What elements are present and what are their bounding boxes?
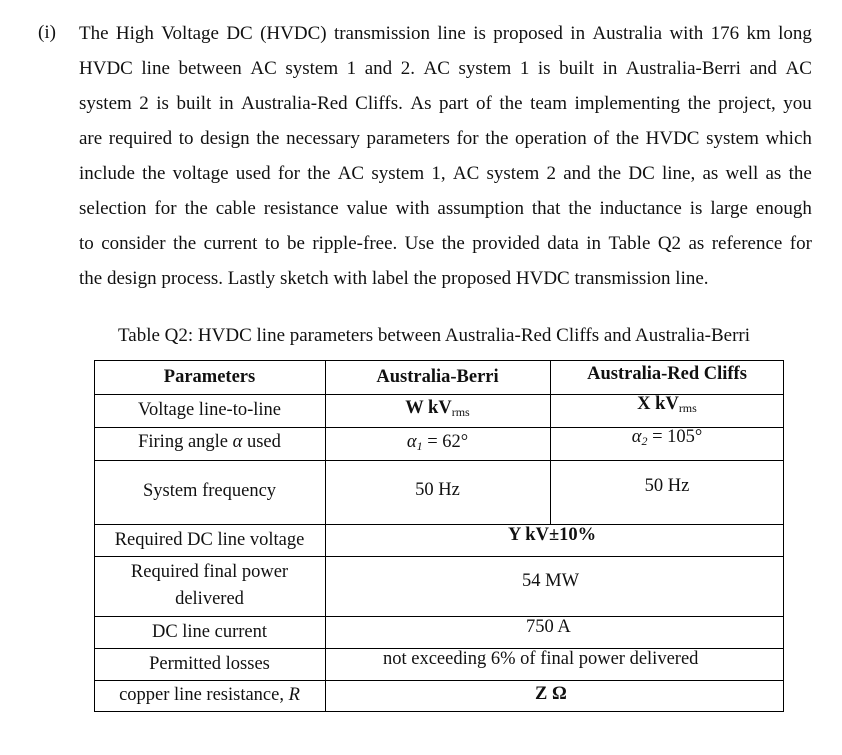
permitted-losses-value: not exceeding 6% of final power delivered <box>383 649 699 669</box>
paragraph-word: is <box>689 198 703 219</box>
paragraph-word: the <box>256 128 280 149</box>
paragraph-word: with <box>669 23 704 44</box>
paragraph-line: the design process. Lastly sketch with label the proposed HVDC transmission line. <box>79 268 709 289</box>
paragraph-line <box>79 197 812 232</box>
red-cliffs-firing-value: = 105° <box>647 427 703 447</box>
paragraph-word: necessary <box>286 128 360 149</box>
paragraph-word: to <box>178 128 194 149</box>
paragraph-word: is <box>537 58 551 79</box>
paragraph-word: Voltage <box>161 23 219 44</box>
row-label-dc-voltage: Required DC line voltage <box>114 530 305 550</box>
paragraph-word: AC <box>785 58 812 79</box>
paragraph-word: you <box>783 93 812 114</box>
paragraph-word: HVDC <box>645 128 700 149</box>
paragraph-word: system <box>79 93 132 114</box>
dc-voltage-value: Y kV±10% <box>508 525 597 545</box>
paragraph-word: long <box>778 23 812 44</box>
row-label-final-power-line2: delivered <box>175 589 244 609</box>
paragraph-word: in <box>218 93 234 114</box>
paragraph-word: the <box>142 163 166 184</box>
paragraph-line <box>79 57 812 92</box>
paragraph-word: line, <box>662 163 696 184</box>
paragraph-word: ripple-free. <box>312 233 398 254</box>
alpha-subscript: 2 <box>641 434 648 448</box>
paragraph-word: value <box>346 198 388 219</box>
paragraph-word: line <box>141 58 170 79</box>
header-parameters: Parameters <box>163 367 256 387</box>
paragraph-word: 2. <box>400 58 415 79</box>
paragraph-word: is <box>473 23 486 44</box>
paragraph-word: selection <box>79 198 147 219</box>
paragraph-word: 1 <box>346 58 357 79</box>
paragraph-word: Australia <box>592 23 663 44</box>
paragraph-word: the <box>597 163 622 184</box>
question-label: (i) <box>38 22 56 43</box>
paragraph-word: built <box>176 93 212 114</box>
paragraph-word: the <box>172 233 197 254</box>
paragraph-word: 1 <box>519 58 530 79</box>
paragraph-word: the <box>441 233 465 254</box>
paragraph-word: in <box>602 58 618 79</box>
paragraph-word: AC <box>423 58 450 79</box>
paragraph-word: implementing <box>574 93 681 114</box>
berri-voltage-value: W kV <box>405 398 452 418</box>
berri-voltage <box>325 398 550 420</box>
paragraph-word: the <box>184 198 208 219</box>
red-cliffs-voltage-unit-subscript: rms <box>678 401 697 415</box>
final-power-value: 54 MW <box>522 571 580 591</box>
paragraph-word: project, <box>718 93 776 114</box>
paragraph-word: 2 <box>546 163 556 184</box>
paragraph-word: inductance <box>599 198 682 219</box>
paragraph-word: (HVDC) <box>260 23 327 44</box>
paragraph-word: and <box>749 58 777 79</box>
paragraph-word: Australia-Berri <box>625 58 741 79</box>
paragraph-word: include <box>79 163 135 184</box>
paragraph-word: in <box>570 23 586 44</box>
paragraph-word: parameters <box>366 128 450 149</box>
row-divider <box>94 680 784 681</box>
firing-label-rest: used <box>242 432 281 452</box>
paragraph-line <box>79 127 812 162</box>
paragraph-word: are <box>79 128 103 149</box>
paragraph-word: as <box>765 163 782 184</box>
paragraph-word: consider <box>101 233 166 254</box>
paragraph-word: required <box>108 128 173 149</box>
alpha-subscript: 1 <box>416 439 423 453</box>
row-label-permitted-losses: Permitted losses <box>149 654 270 674</box>
paragraph-word: enough <box>755 198 812 219</box>
row-divider <box>94 556 784 557</box>
paragraph-word: reference <box>711 233 783 254</box>
row-label-frequency: System frequency <box>142 481 277 501</box>
red-cliffs-voltage-value: X kV <box>637 394 679 414</box>
row-divider <box>94 460 784 461</box>
paragraph-word: assumption <box>437 198 524 219</box>
paragraph-word: in <box>586 233 602 254</box>
parameters-table <box>94 360 784 712</box>
paragraph-word: of <box>593 128 610 149</box>
header-australia-berri: Australia-Berri <box>376 367 499 387</box>
red-cliffs-frequency: 50 Hz <box>644 476 690 496</box>
paragraph-word: is <box>156 93 169 114</box>
question-paragraph <box>79 22 812 302</box>
red-cliffs-voltage <box>550 394 784 416</box>
paragraph-word: DC <box>226 23 253 44</box>
paragraph-word: between <box>178 58 242 79</box>
resistance-value: Z Ω <box>535 684 567 704</box>
paragraph-word: system <box>458 58 512 79</box>
paragraph-word: 1, <box>431 163 446 184</box>
paragraph-word: current <box>203 233 258 254</box>
table-caption: Table Q2: HVDC line parameters between Australia-Red Cliffs and Australia-Berri <box>118 325 751 346</box>
paragraph-word: for <box>456 128 479 149</box>
paragraph-word: for <box>277 163 301 184</box>
resistance-label-text: copper line resistance, <box>119 685 289 705</box>
paragraph-word: resistance <box>263 198 339 219</box>
paragraph-word: line <box>437 23 466 44</box>
paragraph-word: part <box>438 93 469 114</box>
paragraph-word: well <box>725 163 759 184</box>
paragraph-word: to <box>79 233 94 254</box>
paragraph-word: system <box>706 128 759 149</box>
paragraph-word: with <box>395 198 430 219</box>
paragraph-word: design <box>200 128 250 149</box>
paragraph-word: the <box>615 128 640 149</box>
row-label-voltage: Voltage line-to-line <box>138 400 281 420</box>
paragraph-word: system <box>285 58 339 79</box>
berri-voltage-unit-subscript: rms <box>451 405 470 419</box>
paragraph-word: the <box>568 198 592 219</box>
alpha-symbol: α <box>232 432 243 452</box>
paragraph-line <box>79 92 812 127</box>
alpha-symbol: α <box>631 427 642 447</box>
paragraph-word: proposed <box>493 23 563 44</box>
paragraph-word: of <box>476 93 492 114</box>
paragraph-word: to <box>264 233 280 254</box>
paragraph-word: be <box>287 233 305 254</box>
paragraph-word: 2 <box>139 93 149 114</box>
paragraph-word: Use <box>404 233 435 254</box>
paragraph-word: voltage <box>172 163 229 184</box>
dc-current-value: 750 A <box>526 617 571 637</box>
paragraph-word: as <box>688 233 705 254</box>
alpha-symbol: α <box>406 432 417 452</box>
header-australia-red-cliffs: Australia-Red Cliffs <box>587 364 747 384</box>
row-label-final-power: Required final power <box>130 562 289 582</box>
paragraph-word: the <box>499 93 523 114</box>
paragraph-line <box>79 162 812 197</box>
paragraph-word: used <box>235 163 271 184</box>
row-label-dc-current: DC line current <box>151 622 268 642</box>
row-divider <box>94 524 784 525</box>
red-cliffs-firing-angle <box>550 427 784 449</box>
paragraph-word: AC <box>452 163 480 184</box>
paragraph-word: HVDC <box>79 58 133 79</box>
paragraph-word: the <box>788 163 812 184</box>
paragraph-word: 176 <box>710 23 740 44</box>
paragraph-word: DC <box>628 163 655 184</box>
paragraph-word: as <box>702 163 719 184</box>
paragraph-word: High <box>115 23 154 44</box>
paragraph-word: for <box>789 233 812 254</box>
paragraph-line <box>79 232 812 267</box>
paragraph-word: for <box>154 198 177 219</box>
paragraph-line <box>79 22 812 57</box>
paragraph-word: Australia-Red <box>241 93 348 114</box>
paragraph-word: the <box>485 128 509 149</box>
paragraph-word: team <box>530 93 568 114</box>
paragraph-word: and <box>563 163 591 184</box>
paragraph-word: AC <box>250 58 277 79</box>
paragraph-word: system <box>371 163 425 184</box>
paragraph-word: Table <box>608 233 651 254</box>
paragraph-word: that <box>531 198 561 219</box>
paragraph-word: transmission <box>333 23 431 44</box>
firing-label-text: Firing angle <box>138 432 233 452</box>
paragraph-word: km <box>746 23 771 44</box>
berri-firing-angle <box>325 432 550 454</box>
paragraph-word: operation <box>515 128 587 149</box>
paragraph-word: built <box>559 58 594 79</box>
paragraph-word: AC <box>337 163 365 184</box>
paragraph-word: As <box>410 93 432 114</box>
berri-firing-value: = 62° <box>422 432 469 452</box>
paragraph-word: data <box>547 233 579 254</box>
paragraph-word: cable <box>215 198 256 219</box>
row-label-firing-angle <box>94 432 325 453</box>
paragraph-word: the <box>687 93 711 114</box>
berri-frequency: 50 Hz <box>415 480 460 500</box>
table-border <box>94 711 784 712</box>
paragraph-word: and <box>364 58 393 79</box>
paragraph-word: Q2 <box>657 233 682 254</box>
paragraph-word: system <box>486 163 540 184</box>
paragraph-word: large <box>710 198 748 219</box>
paragraph-word: Cliffs. <box>355 93 403 114</box>
paragraph-word: the <box>307 163 331 184</box>
table-border <box>94 360 784 361</box>
row-label-resistance <box>94 685 325 706</box>
row-divider <box>94 616 784 617</box>
resistance-symbol: R <box>288 685 300 705</box>
paragraph-word: which <box>765 128 812 149</box>
paragraph-word: provided <box>472 233 540 254</box>
paragraph-word: The <box>79 23 109 44</box>
